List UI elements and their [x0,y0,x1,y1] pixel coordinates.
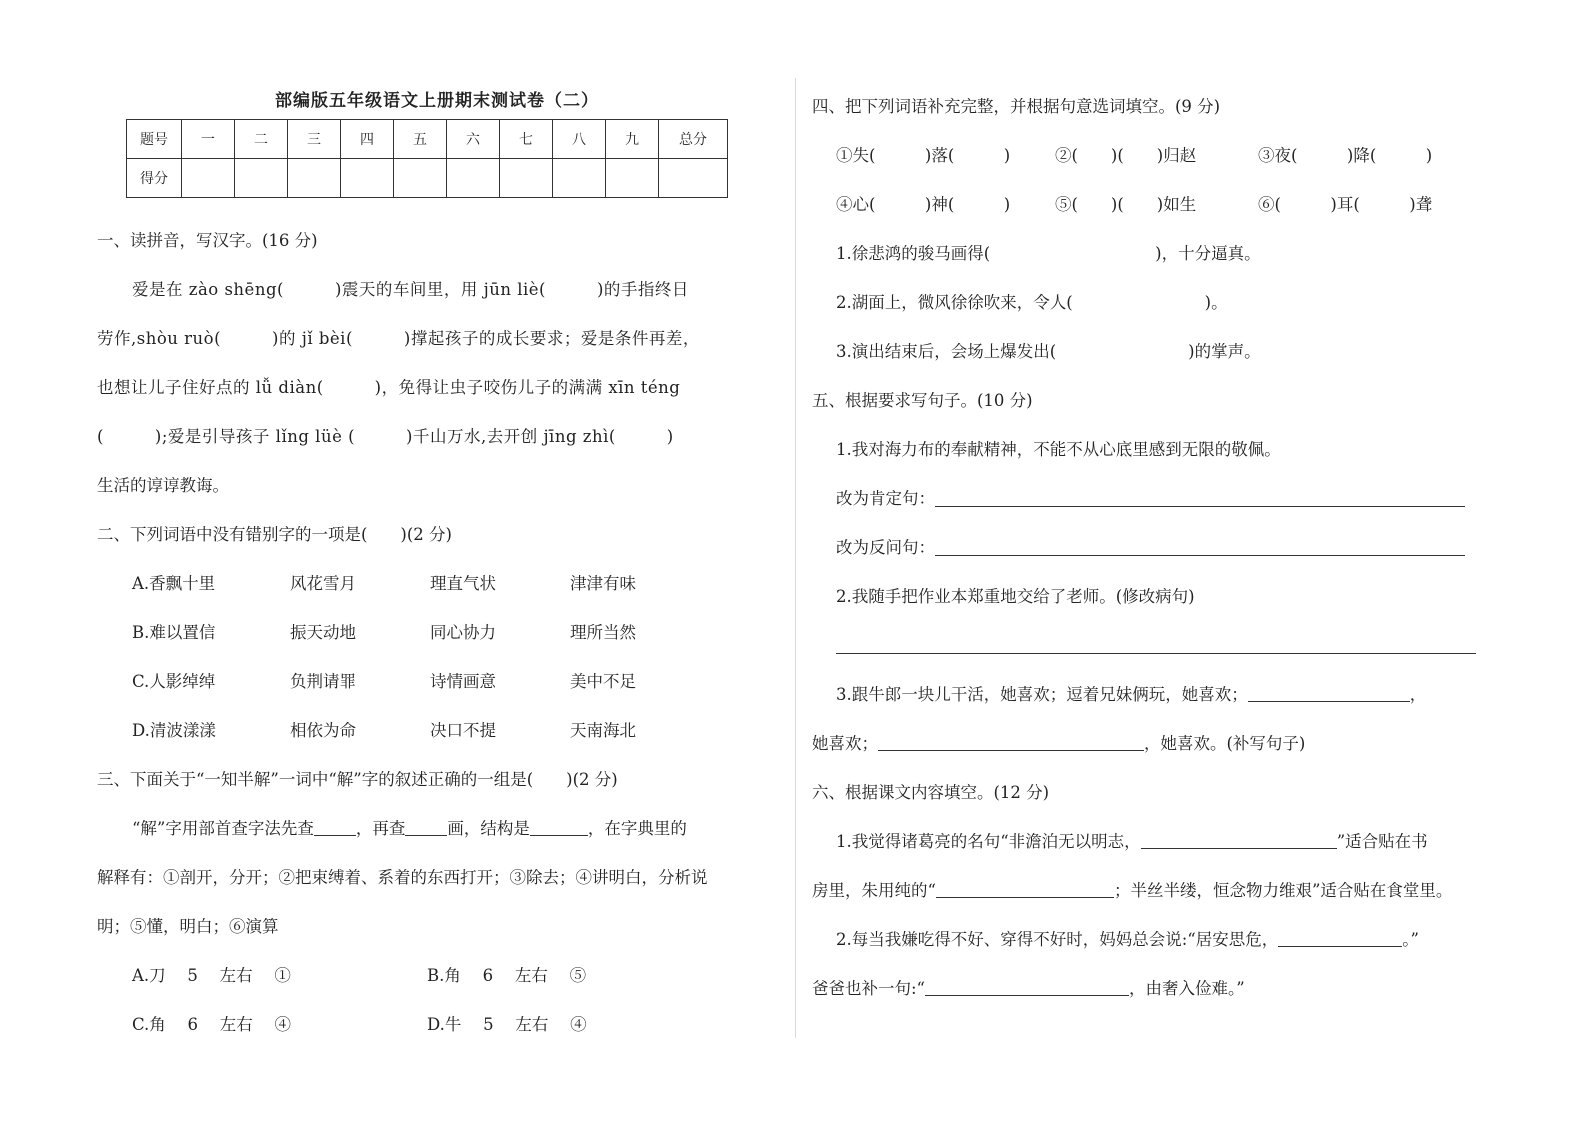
q2-option-cell: 相依为命 [290,721,356,740]
q2-option-cell: 负荆请罪 [290,672,356,691]
q2-option-cell: 理所当然 [570,623,636,642]
q5-text: ， [1409,685,1427,704]
q4-heading: 四、把下列词语补充完整，并根据句意选词填空。(9 分) [812,97,1221,116]
q3-option-b[interactable]: B.角 6 左右 ⑤ [427,966,587,985]
score-cell: 一 [182,120,235,159]
page-title: 部编版五年级语文上册期末测试卷（二） [275,91,599,111]
q5-rhetorical-label: 改为反问句： [836,538,935,557]
q6-item-1 [812,817,1502,866]
right-column [812,78,1502,1013]
q6-heading: 六、根据课文内容填空。(12 分) [812,783,1050,802]
q2-option-cell: 振天动地 [290,623,356,642]
q6-item-2-cont [812,964,1502,1013]
q2-option-cell: 决口不提 [430,721,496,740]
q2-option-cell: C.人影绰绰 [132,672,216,691]
score-cell: 总分 [659,120,728,159]
q4-item: 3.演出结束后，会场上爆发出( )的掌声。 [836,342,1261,361]
q3-blank-strokes[interactable] [405,819,447,836]
q5-item-1: 1.我对海力布的奉献精神，不能不从心底里感到无限的敬佩。 [836,440,1281,459]
score-table [126,119,728,198]
q5-correction-row [812,621,1502,670]
q5-affirm-line[interactable] [935,490,1465,507]
q2-option-cell: 理直气状 [430,574,496,593]
q3-option-d[interactable]: D.牛 5 左右 ④ [427,1015,587,1034]
left-column [97,78,777,1049]
q6-text: 1.我觉得诸葛亮的名句“非澹泊无以明志， [836,832,1141,851]
q3-text: 画，结构是 [447,819,530,838]
q5-text: 她喜欢； [812,734,878,753]
score-input-cell[interactable] [288,159,341,198]
score-input-cell[interactable] [235,159,288,198]
q1-line: ( );爱是引导孩子 lǐng lüè ( )千山万水,去开创 jīng zhì( ) [97,427,674,446]
score-input-cell[interactable] [447,159,500,198]
q2-option-cell: A.香飘十里 [132,574,216,593]
q2-option-row[interactable] [97,559,777,608]
q4-word-row [812,180,1502,229]
q6-text: 。” [1402,930,1419,949]
q2-option-cell: 津津有味 [570,574,636,593]
score-cell: 三 [288,120,341,159]
q5-affirm-label: 改为肯定句： [836,489,935,508]
q3-line [97,804,777,853]
q3-text: “解”字用部首查字法先查 [132,819,314,838]
score-cell: 六 [447,120,500,159]
score-input-cell[interactable] [500,159,553,198]
q2-option-cell: D.清波漾漾 [132,721,216,740]
q5-blank-2[interactable] [878,734,1144,751]
score-input-cell[interactable] [553,159,606,198]
q3-line: 解释有：①剖开，分开；②把束缚着、系着的东西打开；③除去；④讲明白，分析说 [97,868,708,887]
q3-option-row [97,1000,777,1049]
q6-blank-4[interactable] [925,979,1129,996]
q6-text: ；半丝半缕，恒念物力维艰”适合贴在食堂里。 [1113,881,1453,900]
score-input-cell[interactable] [182,159,235,198]
q5-blank-1[interactable] [1248,685,1410,702]
q3-heading: 三、下面关于“一知半解”一词中“解”字的叙述正确的一组是( )(2 分) [97,770,618,789]
q4-word-item[interactable]: ②( )( )归赵 [1055,146,1197,165]
q3-option-row [97,951,777,1000]
q3-blank-radical[interactable] [314,819,356,836]
q5-text: ，她喜欢。(补写句子) [1144,734,1306,753]
q1-line: 爱是在 zào shēng( )震天的车间里，用 jūn liè( )的手指终日 [132,280,689,299]
q3-text: ，再查 [355,819,406,838]
score-cell: 八 [553,120,606,159]
q1-heading: 一、读拼音，写汉字。(16 分) [97,231,318,250]
q5-correction-line[interactable] [836,637,1476,654]
score-row-label: 得分 [127,159,182,198]
q2-heading: 二、下列词语中没有错别字的一项是( )(2 分) [97,525,452,544]
q5-affirm-row [812,474,1502,523]
score-input-cell[interactable] [659,159,728,198]
q2-option-row[interactable] [97,657,777,706]
q4-word-item[interactable]: ⑥( )耳( )聋 [1258,195,1433,214]
score-table-score-row [127,159,728,198]
score-cell: 题号 [127,120,182,159]
q6-blank-3[interactable] [1278,930,1402,947]
q2-option-cell: 诗情画意 [430,672,496,691]
q6-text: 2.每当我嫌吃得不好、穿得不好时，妈妈总会说:“居安思危， [836,930,1279,949]
q3-option-a[interactable]: A.刀 5 左右 ① [132,966,291,985]
q6-text: 爸爸也补一句:“ [812,979,925,998]
q1-line: 生活的谆谆教诲。 [97,476,229,495]
q5-heading: 五、根据要求写句子。(10 分) [812,391,1033,410]
q3-line: 明；⑤懂，明白；⑥演算 [97,917,279,936]
q4-word-item[interactable]: ④心( )神( ) [836,195,1011,214]
q6-text: ，由奢入俭难。” [1129,979,1245,998]
q2-option-cell: 天南海北 [570,721,636,740]
q4-item: 1.徐悲鸿的骏马画得( )，十分逼真。 [836,244,1261,263]
score-input-cell[interactable] [606,159,659,198]
score-cell: 二 [235,120,288,159]
q5-text: 3.跟牛郎一块儿干活，她喜欢；逗着兄妹俩玩，她喜欢； [836,685,1248,704]
score-cell: 五 [394,120,447,159]
q5-item-3-cont [812,719,1502,768]
q4-item: 2.湖面上，微风徐徐吹来，令人( )。 [836,293,1228,312]
score-input-cell[interactable] [394,159,447,198]
q6-text: ”适合贴在书 [1336,832,1428,851]
q3-text: ，在字典里的 [587,819,687,838]
q4-word-item[interactable]: ⑤( )( )如生 [1055,195,1197,214]
score-cell: 四 [341,120,394,159]
q3-blank-structure[interactable] [530,819,588,836]
q6-blank-2[interactable] [936,881,1114,898]
q3-option-c[interactable]: C.角 6 左右 ④ [132,1015,292,1034]
score-cell: 九 [606,120,659,159]
q5-item-2: 2.我随手把作业本郑重地交给了老师。(修改病句) [836,587,1195,606]
q1-line: 劳作,shòu ruò( )的 jǐ bèi( )撑起孩子的成长要求；爱是条件再差， [97,329,700,348]
q4-word-item[interactable]: ①失( )落( ) [836,146,1011,165]
column-divider [795,78,796,1038]
q4-word-item[interactable]: ③夜( )降( ) [1258,146,1433,165]
q5-rhetorical-row [812,523,1502,572]
q2-option-cell: 美中不足 [570,672,636,691]
q6-item-2 [812,915,1502,964]
q5-rhetorical-line[interactable] [935,539,1465,556]
score-table-header-row [127,120,728,159]
score-cell: 七 [500,120,553,159]
q6-item-1-cont [812,866,1502,915]
score-input-cell[interactable] [341,159,394,198]
q2-option-row[interactable] [97,706,777,755]
q2-option-row[interactable] [97,608,777,657]
q2-option-cell: 风花雪月 [290,574,356,593]
q2-option-cell: 同心协力 [430,623,496,642]
q4-word-row [812,131,1502,180]
q6-text: 房里，朱用纯的“ [812,881,936,900]
q2-option-cell: B.难以置信 [132,623,216,642]
q1-line: 也想让儿子住好点的 lǚ diàn( )，免得让虫子咬伤儿子的满满 xīn téng [97,378,681,397]
q5-item-3-row [812,670,1502,719]
q6-blank-1[interactable] [1141,832,1337,849]
